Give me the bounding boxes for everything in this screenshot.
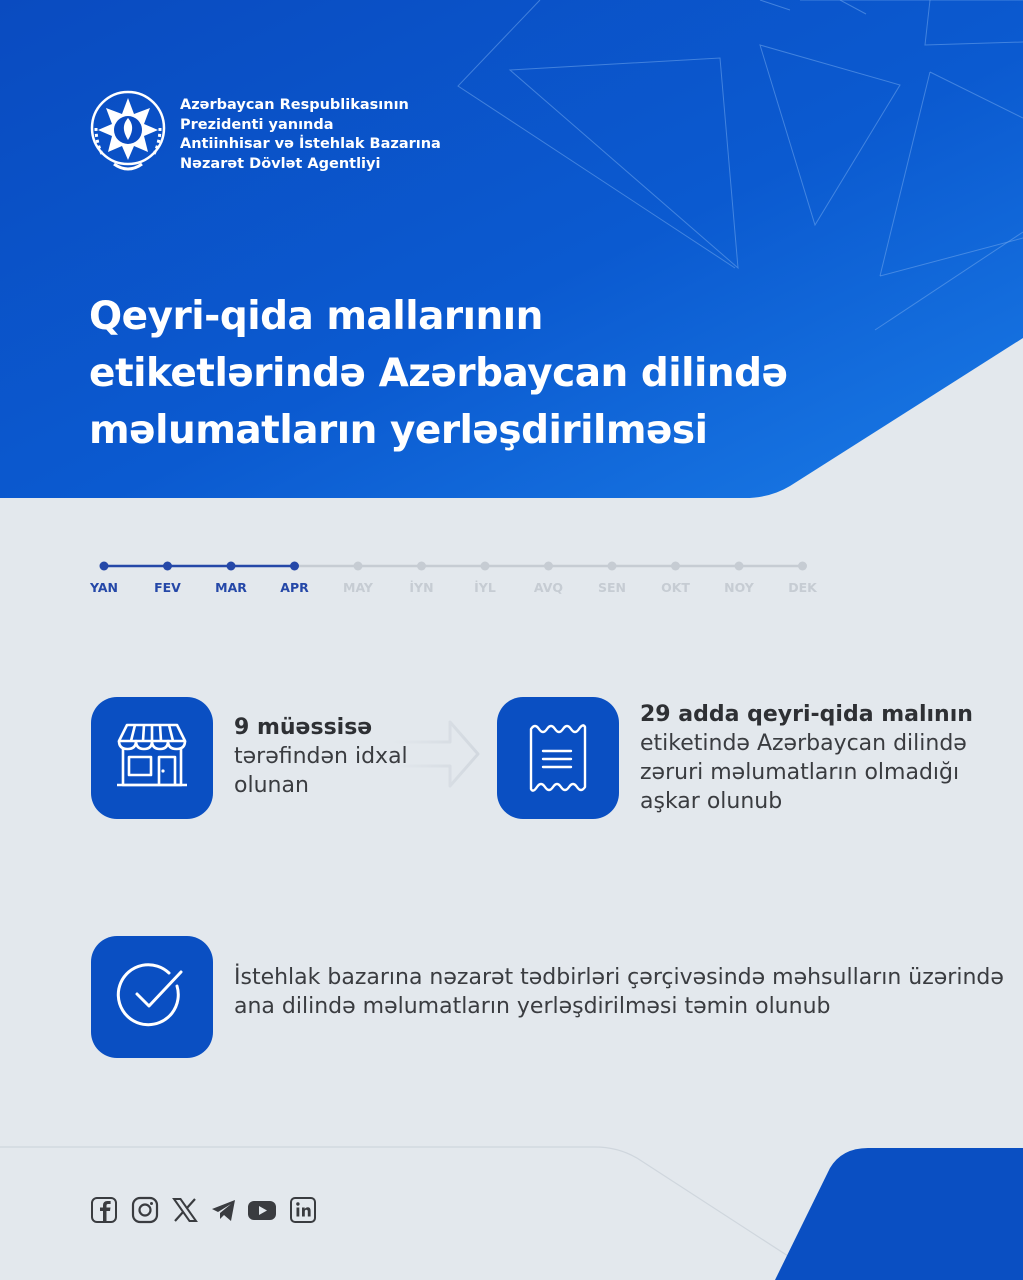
timeline-month-label: DEK	[788, 580, 817, 595]
month-timeline	[0, 548, 1023, 608]
arrow-right-icon	[392, 714, 482, 794]
products-line-2: zəruri məlumatların olmadığı	[640, 760, 960, 785]
storefront-icon-box	[91, 697, 213, 819]
facebook-icon[interactable]	[89, 1195, 119, 1225]
title-line-1: Qeyri-qida mallarının	[89, 294, 543, 339]
timeline-dot-apr	[290, 562, 299, 571]
timeline-dot-okt	[671, 562, 680, 571]
timeline-dot-avq	[544, 562, 553, 571]
timeline-month-label: MAY	[343, 580, 373, 595]
organization-line-3: Antiinhisar və İstehlak Bazarına	[180, 136, 441, 152]
products-text	[640, 700, 973, 816]
storefront-icon	[91, 697, 213, 819]
timeline-dot-i̇yl	[481, 562, 490, 571]
timeline-month-label: OKT	[661, 580, 690, 595]
timeline-dot-mar	[227, 562, 236, 571]
timeline-dot-may	[354, 562, 363, 571]
page-title	[89, 288, 909, 459]
timeline-month-label: YAN	[90, 580, 118, 595]
organization-line-2: Prezidenti yanında	[180, 116, 334, 133]
timeline-month-label: AVQ	[533, 580, 564, 595]
importers-count: 9 müəssisə	[234, 715, 373, 740]
products-line-1: etiketində Azərbaycan dilində	[640, 731, 967, 756]
importers-text	[234, 713, 408, 800]
telegram-icon[interactable]	[209, 1195, 239, 1225]
timeline-dot-dek	[798, 562, 807, 571]
youtube-icon[interactable]	[247, 1195, 277, 1225]
linkedin-icon[interactable]	[288, 1195, 318, 1225]
check-circle-icon	[91, 936, 213, 1058]
timeline-dot-noy	[735, 562, 744, 571]
timeline-track	[0, 548, 1023, 578]
organization-line-4: Nəzarət Dövlət Agentliyi	[180, 155, 381, 172]
importers-line-1: tərəfindən idxal	[234, 744, 408, 769]
timeline-month-label: MAR	[215, 580, 247, 595]
receipt-icon-box	[497, 697, 619, 819]
result-text	[234, 963, 1004, 1021]
timeline-month-label: İYL	[474, 580, 496, 595]
instagram-icon[interactable]	[130, 1195, 160, 1225]
products-line-3: aşkar olunub	[640, 789, 783, 814]
check-circle-icon-box	[91, 936, 213, 1058]
importers-line-2: olunan	[234, 773, 309, 798]
timeline-dot-sen	[608, 562, 617, 571]
organization-line-1: Azərbaycan Respublikasının	[180, 97, 409, 113]
result-line-1: İstehlak bazarına nəzarət tədbirləri çərçivəsində məhsulların üzərində	[234, 965, 1004, 990]
timeline-dot-i̇yn	[417, 562, 426, 571]
receipt-icon	[497, 697, 619, 819]
result-line-2: ana dilində məlumatların yerləşdirilməsi təmin olunub	[234, 994, 831, 1019]
timeline-month-label: SEN	[597, 580, 626, 595]
x-icon[interactable]	[170, 1195, 200, 1225]
title-line-2: etiketlərində Azərbaycan dilində	[89, 351, 788, 396]
organization-name	[180, 96, 441, 174]
timeline-dot-fev	[163, 562, 172, 571]
timeline-month-label: İYN	[409, 580, 434, 595]
timeline-dot-yan	[100, 562, 109, 571]
timeline-month-label: FEV	[154, 580, 181, 595]
timeline-month-label: APR	[280, 580, 309, 595]
state-emblem-icon	[88, 88, 168, 176]
products-count: 29 adda qeyri-qida malının	[640, 702, 973, 727]
timeline-month-label: NOY	[724, 580, 754, 595]
title-line-3: məlumatların yerləşdirilməsi	[89, 408, 708, 453]
